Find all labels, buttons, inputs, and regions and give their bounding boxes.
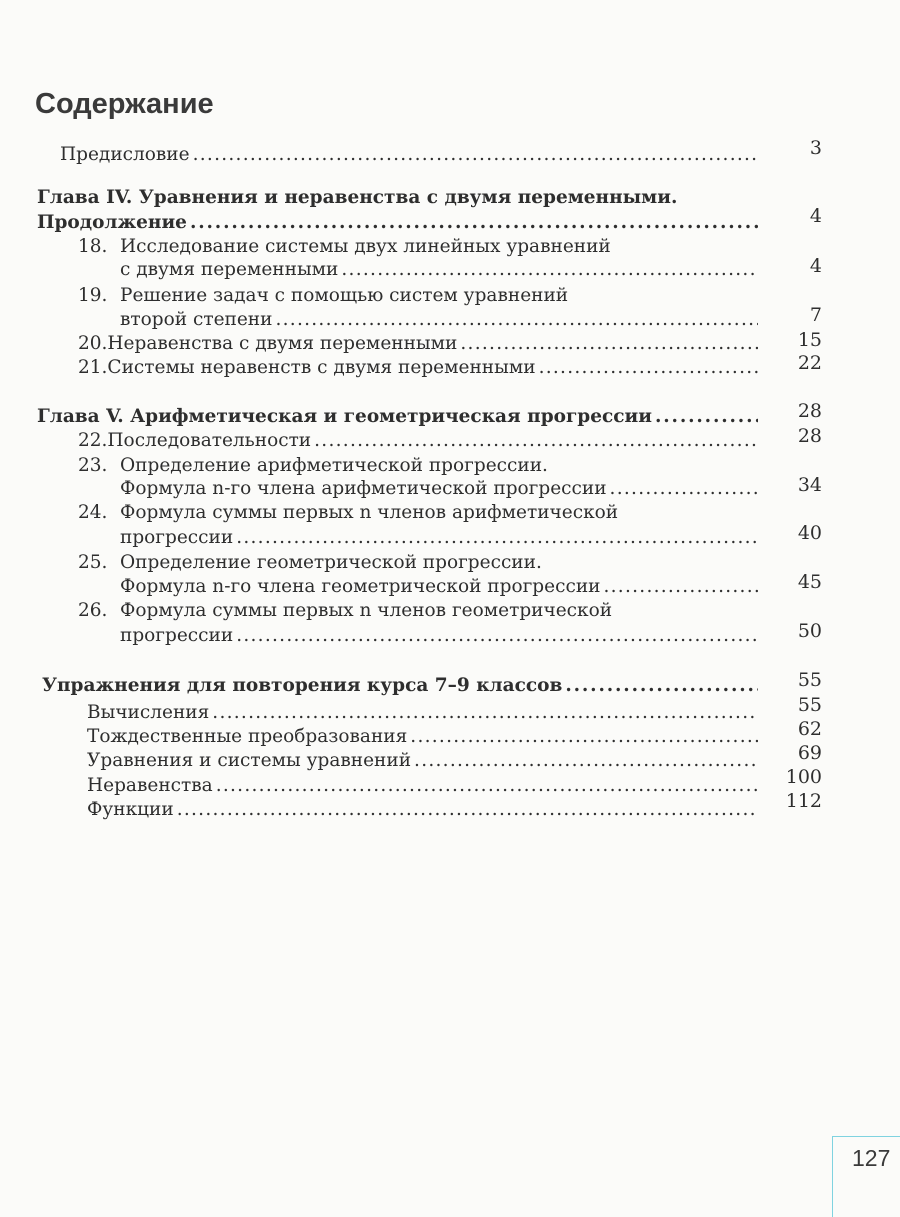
entry-label: Уравнения и системы уравнений	[87, 750, 412, 771]
dot-leader	[610, 477, 758, 501]
entry-label: Решение задач с помощью систем уравнений	[120, 285, 569, 306]
dot-leader	[216, 774, 758, 798]
toc-entry-18-cont[interactable]	[120, 258, 758, 282]
toc-entry-25[interactable]	[78, 551, 542, 575]
entry-label: Системы неравенств с двумя переменными	[107, 357, 536, 378]
page-ref: 4	[809, 255, 822, 277]
entry-number: 20.	[78, 333, 108, 354]
toc-entry-25-cont[interactable]	[120, 575, 758, 599]
dot-leader	[236, 624, 758, 648]
entry-label: Упражнения для повторения курса 7–9 классов	[42, 675, 563, 696]
entry-label: Формула суммы первых n членов геометрической	[120, 600, 613, 621]
toc-entry-24[interactable]	[78, 501, 618, 525]
page-ref: 3	[809, 137, 822, 159]
page-title: Содержание	[35, 88, 214, 120]
page-ref: 62	[797, 718, 822, 740]
entry-label: Предисловие	[60, 144, 190, 165]
entry-label: Неравенства	[87, 775, 213, 796]
toc-entry-functions[interactable]	[87, 798, 758, 822]
page-ref: 100	[785, 766, 822, 788]
toc-entry-19-cont[interactable]	[120, 308, 758, 332]
dot-leader	[314, 429, 758, 453]
entry-label: Определение геометрической прогрессии.	[120, 552, 542, 573]
page-ref: 28	[797, 425, 822, 447]
entry-number: 19.	[78, 285, 108, 306]
entry-label: Тождественные преобразования	[87, 726, 408, 747]
page-ref: 4	[809, 205, 822, 227]
dot-leader	[212, 701, 758, 725]
toc-entry-equations[interactable]	[87, 749, 758, 773]
page-ref: 50	[797, 620, 822, 642]
toc-entry-23[interactable]	[78, 454, 548, 478]
dot-leader	[190, 211, 758, 235]
page-ref: 55	[797, 669, 822, 691]
page-ref: 15	[797, 329, 822, 351]
entry-label: Формула n-го члена арифметической прогрессии	[120, 478, 607, 499]
entry-number: 18.	[78, 236, 108, 257]
entry-number: 24.	[78, 502, 108, 523]
toc-entry-calculations[interactable]	[87, 701, 758, 725]
page-ref: 112	[785, 790, 822, 812]
page-number: 127	[852, 1145, 891, 1171]
entry-number: 25.	[78, 552, 108, 573]
page-ref: 45	[797, 571, 822, 593]
entry-label: Формула суммы первых n членов арифметической	[120, 502, 619, 523]
page-ref: 7	[809, 304, 822, 326]
toc-entry-24-cont[interactable]	[120, 526, 758, 550]
entry-label: Глава IV. Уравнения и неравенства с двумя переменными.	[37, 187, 678, 208]
entry-label: Продолжение	[37, 212, 187, 233]
entry-number: 22.	[78, 430, 108, 451]
entry-number: 23.	[78, 455, 108, 476]
entry-label: Глава V. Арифметическая и геометрическая прогрессии	[37, 406, 652, 427]
chapter-4-title-cont[interactable]	[37, 211, 758, 235]
page-ref: 34	[797, 474, 822, 496]
toc-entry-21[interactable]	[78, 356, 758, 380]
dot-leader	[655, 405, 758, 429]
page-ref: 40	[797, 522, 822, 544]
dot-leader	[460, 332, 758, 356]
chapter-4-title[interactable]	[37, 186, 677, 210]
entry-label: Формула n-го члена геометрической прогрессии	[120, 576, 601, 597]
toc-entry-inequalities[interactable]	[87, 774, 758, 798]
page-ref: 55	[797, 694, 822, 716]
page-ref: 28	[797, 400, 822, 422]
entry-label: Исследование системы двух линейных уравнений	[120, 236, 611, 257]
toc-entry-preface[interactable]	[60, 143, 758, 167]
entry-label: прогрессии	[120, 625, 234, 646]
toc-entry-26-cont[interactable]	[120, 624, 758, 648]
dot-leader	[410, 725, 758, 749]
entry-label: Последовательности	[107, 430, 312, 451]
toc-entry-19[interactable]	[78, 284, 568, 308]
toc-entry-identities[interactable]	[87, 725, 758, 749]
dot-leader	[236, 526, 758, 550]
toc-entry-23-cont[interactable]	[120, 477, 758, 501]
entry-number: 26.	[78, 600, 108, 621]
toc-entry-22[interactable]	[78, 429, 758, 453]
entry-label: Определение арифметической прогрессии.	[120, 455, 548, 476]
entry-label: с двумя переменными	[120, 259, 339, 280]
exercises-title[interactable]	[42, 674, 758, 698]
dot-leader	[177, 798, 758, 822]
dot-leader	[341, 258, 758, 282]
chapter-5-title[interactable]	[37, 405, 758, 429]
dot-leader	[603, 575, 758, 599]
dot-leader	[539, 356, 758, 380]
entry-label: второй степени	[120, 309, 273, 330]
dot-leader	[565, 674, 758, 698]
entry-number: 21.	[78, 357, 108, 378]
page-ref: 69	[797, 742, 822, 764]
entry-label: Функции	[87, 799, 174, 820]
dot-leader	[193, 143, 758, 167]
entry-label: Вычисления	[87, 702, 210, 723]
dot-leader	[275, 308, 758, 332]
page-ref: 22	[797, 352, 822, 374]
toc-entry-18[interactable]	[78, 235, 611, 259]
entry-label: прогрессии	[120, 527, 234, 548]
toc-entry-26[interactable]	[78, 599, 612, 623]
dot-leader	[414, 749, 758, 773]
entry-label: Неравенства с двумя переменными	[107, 333, 458, 354]
toc-entry-20[interactable]	[78, 332, 758, 356]
